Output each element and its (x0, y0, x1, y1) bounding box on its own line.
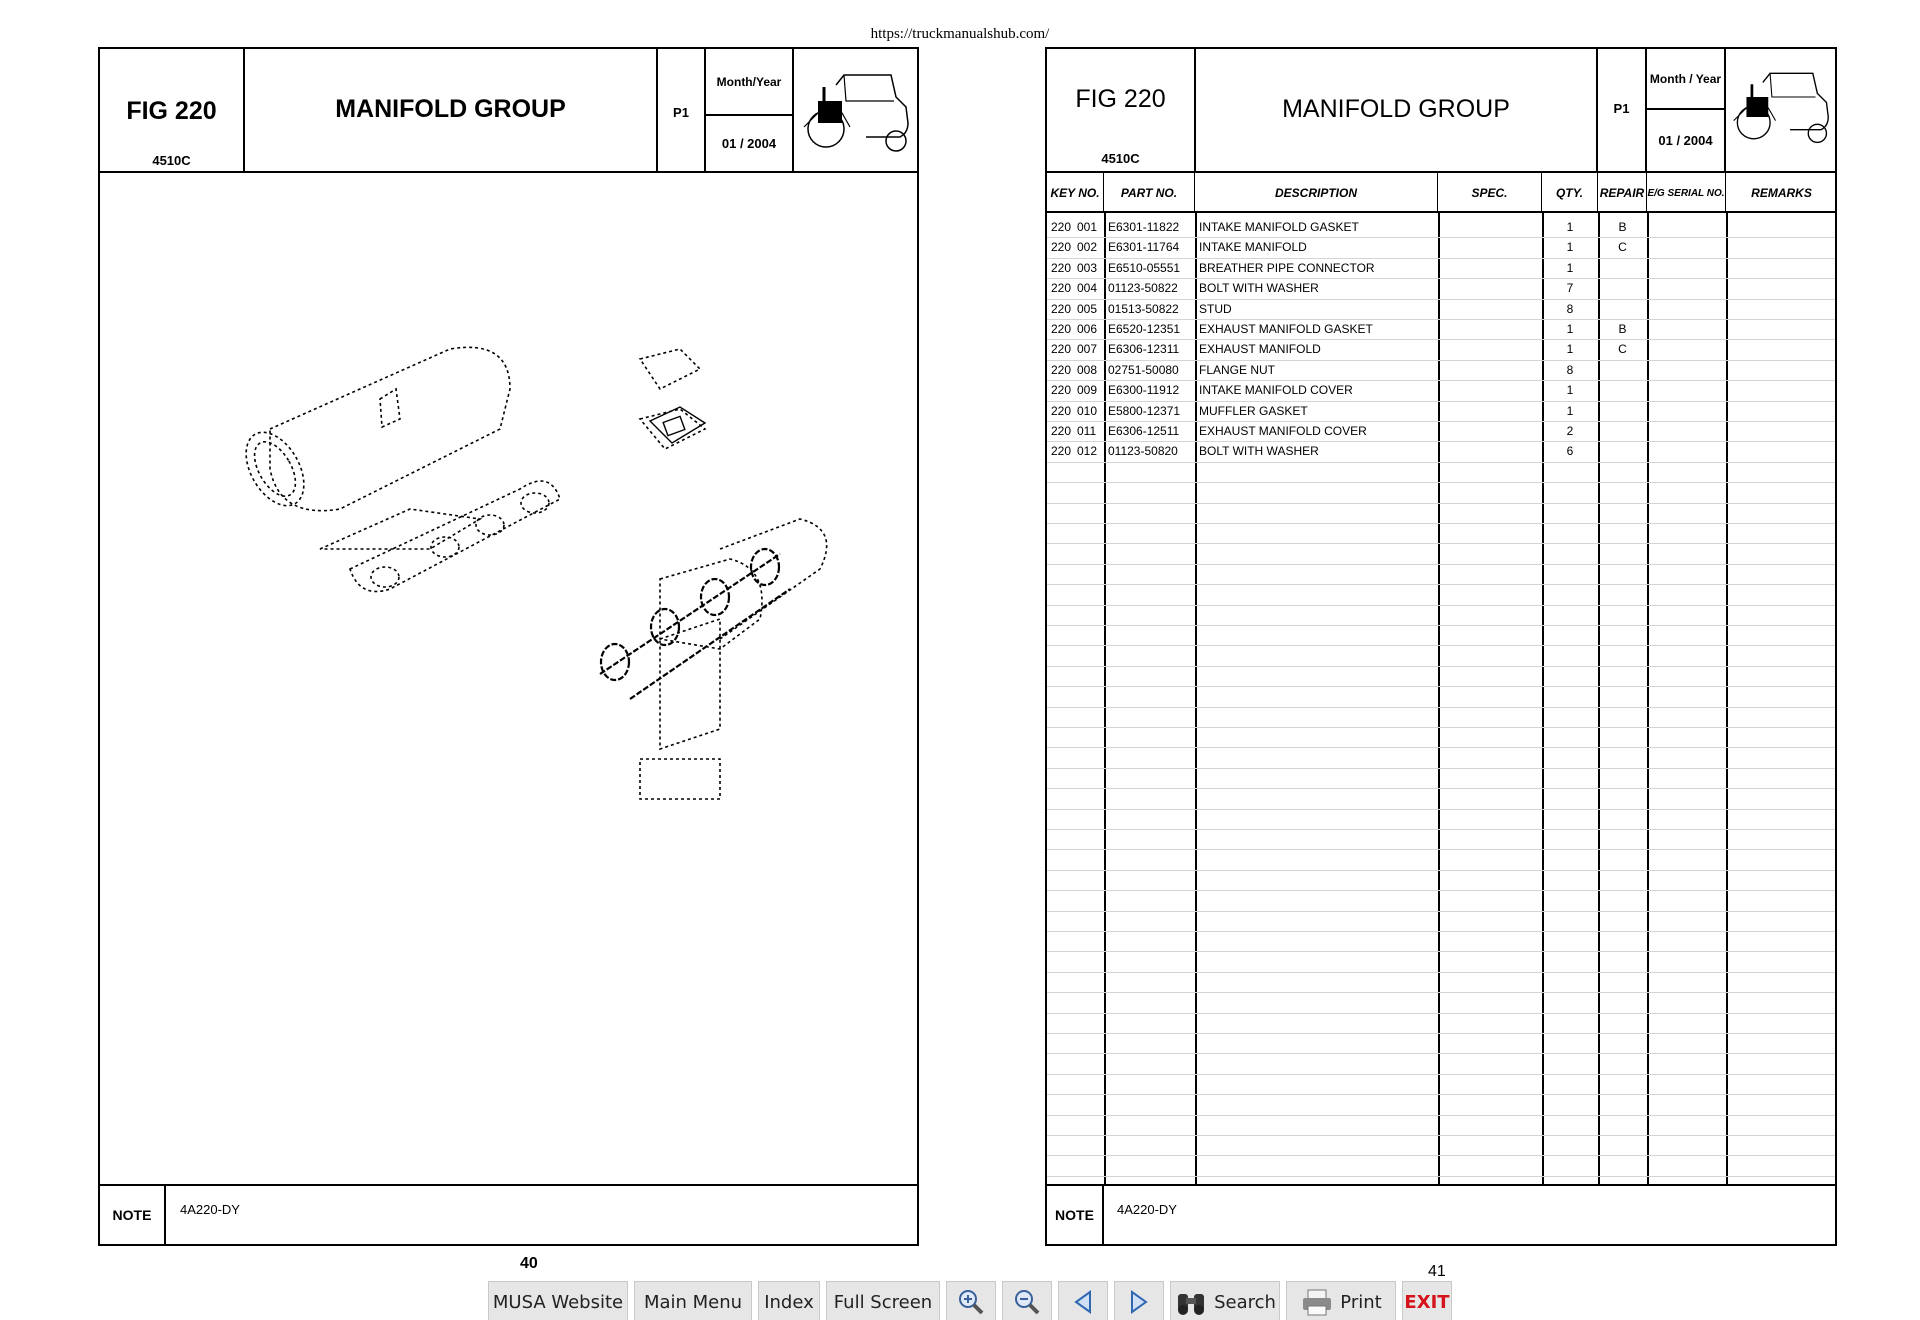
part-description: INTAKE MANIFOLD (1199, 240, 1307, 255)
part-no: E6301-11822 (1108, 220, 1180, 234)
part-description: BREATHER PIPE CONNECTOR (1199, 260, 1375, 275)
row-divider (1047, 727, 1835, 728)
key-fig: 220 (1051, 281, 1072, 296)
key-fig: 220 (1051, 260, 1072, 275)
row-divider (1047, 1094, 1835, 1095)
zoom-out-icon (1013, 1288, 1041, 1316)
fig-number: FIG 220 (126, 97, 217, 125)
part-description: BOLT WITH WASHER (1199, 281, 1319, 296)
part-no: 02751-50080 (1108, 362, 1179, 377)
quantity: 1 (1566, 260, 1574, 275)
page-code: P1 (1613, 101, 1630, 116)
month-year-label: Month / Year (1647, 49, 1724, 110)
quantity: 8 (1566, 301, 1574, 316)
note-row (100, 1184, 917, 1244)
next-page-button[interactable] (1114, 1281, 1164, 1320)
quantity: 1 (1566, 322, 1574, 336)
triangle-right-icon (1128, 1289, 1150, 1315)
page-title: MANIFOLD GROUP (335, 95, 566, 123)
key-no: 010 (1077, 403, 1098, 418)
search-button[interactable] (1170, 1281, 1280, 1320)
main-menu-button[interactable]: Main Menu (634, 1281, 752, 1320)
quantity: 1 (1566, 383, 1574, 398)
tractor-cell (1726, 49, 1837, 171)
page-title: MANIFOLD GROUP (1282, 95, 1510, 123)
musa-website-button[interactable]: MUSA Website (488, 1281, 628, 1320)
part-description: BOLT WITH WASHER (1199, 444, 1319, 459)
exit-button[interactable]: EXIT (1402, 1281, 1452, 1320)
row-divider (1047, 543, 1835, 544)
fig-cell (1047, 49, 1196, 171)
key-no: 001 (1077, 220, 1098, 234)
key-no: 012 (1077, 444, 1098, 459)
key-fig: 220 (1051, 424, 1072, 438)
parts-table-row (1047, 360, 1835, 380)
row-divider (1047, 482, 1835, 483)
col-eg-serial-no: E/G SERIAL NO. (1647, 173, 1726, 213)
key-no: 004 (1077, 281, 1098, 296)
row-divider (1047, 829, 1835, 830)
part-description: EXHAUST MANIFOLD (1199, 342, 1321, 357)
print-button[interactable] (1286, 1281, 1396, 1320)
quantity: 8 (1566, 362, 1574, 377)
row-divider (1047, 605, 1835, 606)
parts-table-row (1047, 319, 1835, 339)
row-divider (1047, 462, 1835, 463)
page-code: P1 (673, 105, 689, 120)
part-no: 01123-50820 (1108, 444, 1178, 459)
fig-cell (100, 49, 245, 171)
row-divider (1047, 1155, 1835, 1156)
row-divider (1047, 951, 1835, 952)
parts-table-row (1047, 380, 1835, 400)
part-no: 01513-50822 (1108, 301, 1179, 316)
key-fig: 220 (1051, 444, 1072, 459)
row-divider (1047, 768, 1835, 769)
quantity: 1 (1566, 220, 1574, 234)
row-divider (1047, 1115, 1835, 1116)
tractor-cell (794, 49, 919, 171)
repair-code: C (1618, 240, 1627, 255)
illustration-page (98, 47, 919, 1246)
col-description: DESCRIPTION (1195, 173, 1438, 213)
binoculars-icon (1174, 1288, 1208, 1316)
zoom-out-button[interactable] (1002, 1281, 1052, 1320)
col-key-no: KEY NO. (1047, 173, 1104, 213)
previous-page-button[interactable] (1058, 1281, 1108, 1320)
part-description: FLANGE NUT (1199, 362, 1276, 377)
part-description: EXHAUST MANIFOLD COVER (1199, 424, 1367, 438)
title-cell (1196, 49, 1598, 171)
key-no: 005 (1077, 301, 1098, 316)
part-no: E6306-12511 (1108, 424, 1180, 438)
quantity: 6 (1566, 444, 1574, 459)
search-label: Search (1214, 1291, 1276, 1313)
row-divider (1047, 1135, 1835, 1136)
row-divider (1047, 1176, 1835, 1177)
col-remarks: REMARKS (1751, 186, 1812, 200)
title-cell (245, 49, 658, 171)
note-label: NOTE (100, 1186, 166, 1244)
zoom-in-icon (957, 1288, 985, 1316)
parts-list-page (1045, 47, 1837, 1246)
page-code-cell (1598, 49, 1647, 171)
row-divider (1047, 911, 1835, 912)
part-no: E6510-05551 (1108, 260, 1181, 275)
key-fig: 220 (1051, 301, 1072, 316)
model-number: 4510C (1101, 151, 1140, 166)
row-divider (1047, 686, 1835, 687)
key-no: 003 (1077, 260, 1098, 275)
source-url: https://truckmanualshub.com/ (870, 26, 1050, 42)
row-divider (1047, 747, 1835, 748)
repair-code: B (1618, 322, 1627, 336)
print-label: Print (1340, 1291, 1382, 1313)
key-fig: 220 (1051, 403, 1072, 418)
part-no: 01123-50822 (1108, 281, 1178, 296)
row-divider (1047, 625, 1835, 626)
key-no: 006 (1077, 322, 1098, 336)
part-description: STUD (1199, 301, 1232, 316)
parts-table-row (1047, 441, 1835, 461)
date-value: 01 / 2004 (721, 136, 777, 151)
parts-table-row (1047, 278, 1835, 298)
part-description: MUFFLER GASKET (1199, 403, 1308, 418)
row-divider (1047, 1033, 1835, 1034)
row-divider (1047, 809, 1835, 810)
page-header (100, 49, 917, 173)
key-no: 011 (1077, 424, 1097, 438)
quantity: 1 (1566, 403, 1574, 418)
date-value: 01 / 2004 (1658, 133, 1713, 148)
full-screen-button[interactable]: Full Screen (826, 1281, 940, 1320)
part-no: E5800-12371 (1108, 403, 1181, 418)
parts-table-header (1047, 173, 1835, 213)
row-divider (1047, 931, 1835, 932)
part-description: INTAKE MANIFOLD GASKET (1199, 220, 1359, 234)
index-button[interactable]: Index (758, 1281, 820, 1320)
printer-icon (1300, 1288, 1334, 1316)
row-divider (1047, 849, 1835, 850)
part-no: E6300-11912 (1108, 383, 1180, 398)
col-part-no: PART NO. (1104, 173, 1195, 213)
part-no: E6301-11764 (1108, 240, 1180, 255)
key-fig: 220 (1051, 240, 1072, 255)
col-qty: QTY. (1542, 173, 1598, 213)
quantity: 7 (1566, 281, 1574, 296)
month-year-label: Month/Year (706, 49, 792, 116)
zoom-in-button[interactable] (946, 1281, 996, 1320)
part-no: E6306-12311 (1108, 342, 1180, 357)
triangle-left-icon (1072, 1289, 1094, 1315)
row-divider (1047, 870, 1835, 871)
note-value: 4A220-DY (180, 1202, 240, 1217)
manifold-exploded-diagram (160, 319, 880, 879)
parts-table-row (1047, 339, 1835, 359)
quantity: 1 (1566, 240, 1574, 255)
key-fig: 220 (1051, 383, 1072, 398)
parts-table-row (1047, 258, 1835, 278)
key-no: 009 (1077, 383, 1098, 398)
key-no: 007 (1077, 342, 1098, 357)
parts-table-row (1047, 217, 1835, 237)
parts-table-row (1047, 237, 1835, 257)
page-header (1047, 49, 1835, 173)
page-code-cell (658, 49, 706, 171)
repair-code: B (1618, 220, 1627, 234)
row-divider (1047, 564, 1835, 565)
parts-table-body (1047, 213, 1835, 1184)
tractor-icon (1726, 57, 1836, 157)
note-label: NOTE (1047, 1186, 1104, 1244)
key-no: 002 (1077, 240, 1098, 255)
fig-number: FIG 220 (1075, 85, 1166, 113)
row-divider (1047, 503, 1835, 504)
row-divider (1047, 992, 1835, 993)
row-divider (1047, 584, 1835, 585)
row-divider (1047, 645, 1835, 646)
parts-table-row (1047, 299, 1835, 319)
left-page-number: 40 (520, 1255, 538, 1272)
row-divider (1047, 788, 1835, 789)
right-page-number: 41 (1428, 1263, 1446, 1280)
row-divider (1047, 1074, 1835, 1075)
key-fig: 220 (1051, 220, 1072, 234)
col-spec: SPEC. (1438, 173, 1542, 213)
part-no: E6520-12351 (1108, 322, 1181, 336)
part-description: INTAKE MANIFOLD COVER (1199, 383, 1353, 398)
key-fig: 220 (1051, 342, 1072, 357)
date-cell (706, 49, 794, 171)
key-no: 008 (1077, 362, 1098, 377)
row-divider (1047, 707, 1835, 708)
quantity: 2 (1566, 424, 1574, 438)
row-divider (1047, 1013, 1835, 1014)
repair-code: C (1618, 342, 1627, 357)
key-fig: 220 (1051, 362, 1072, 377)
parts-table-row (1047, 401, 1835, 421)
row-divider (1047, 523, 1835, 524)
col-repair: REPAIR (1598, 173, 1647, 213)
row-divider (1047, 1053, 1835, 1054)
date-cell (1647, 49, 1726, 171)
model-number: 4510C (152, 153, 191, 168)
key-fig: 220 (1051, 322, 1072, 336)
parts-table-row (1047, 421, 1835, 441)
note-row (1047, 1184, 1835, 1244)
tractor-icon (796, 57, 916, 167)
row-divider (1047, 666, 1835, 667)
note-value: 4A220-DY (1117, 1202, 1177, 1217)
row-divider (1047, 890, 1835, 891)
row-divider (1047, 972, 1835, 973)
part-description: EXHAUST MANIFOLD GASKET (1199, 322, 1373, 336)
quantity: 1 (1566, 342, 1574, 357)
